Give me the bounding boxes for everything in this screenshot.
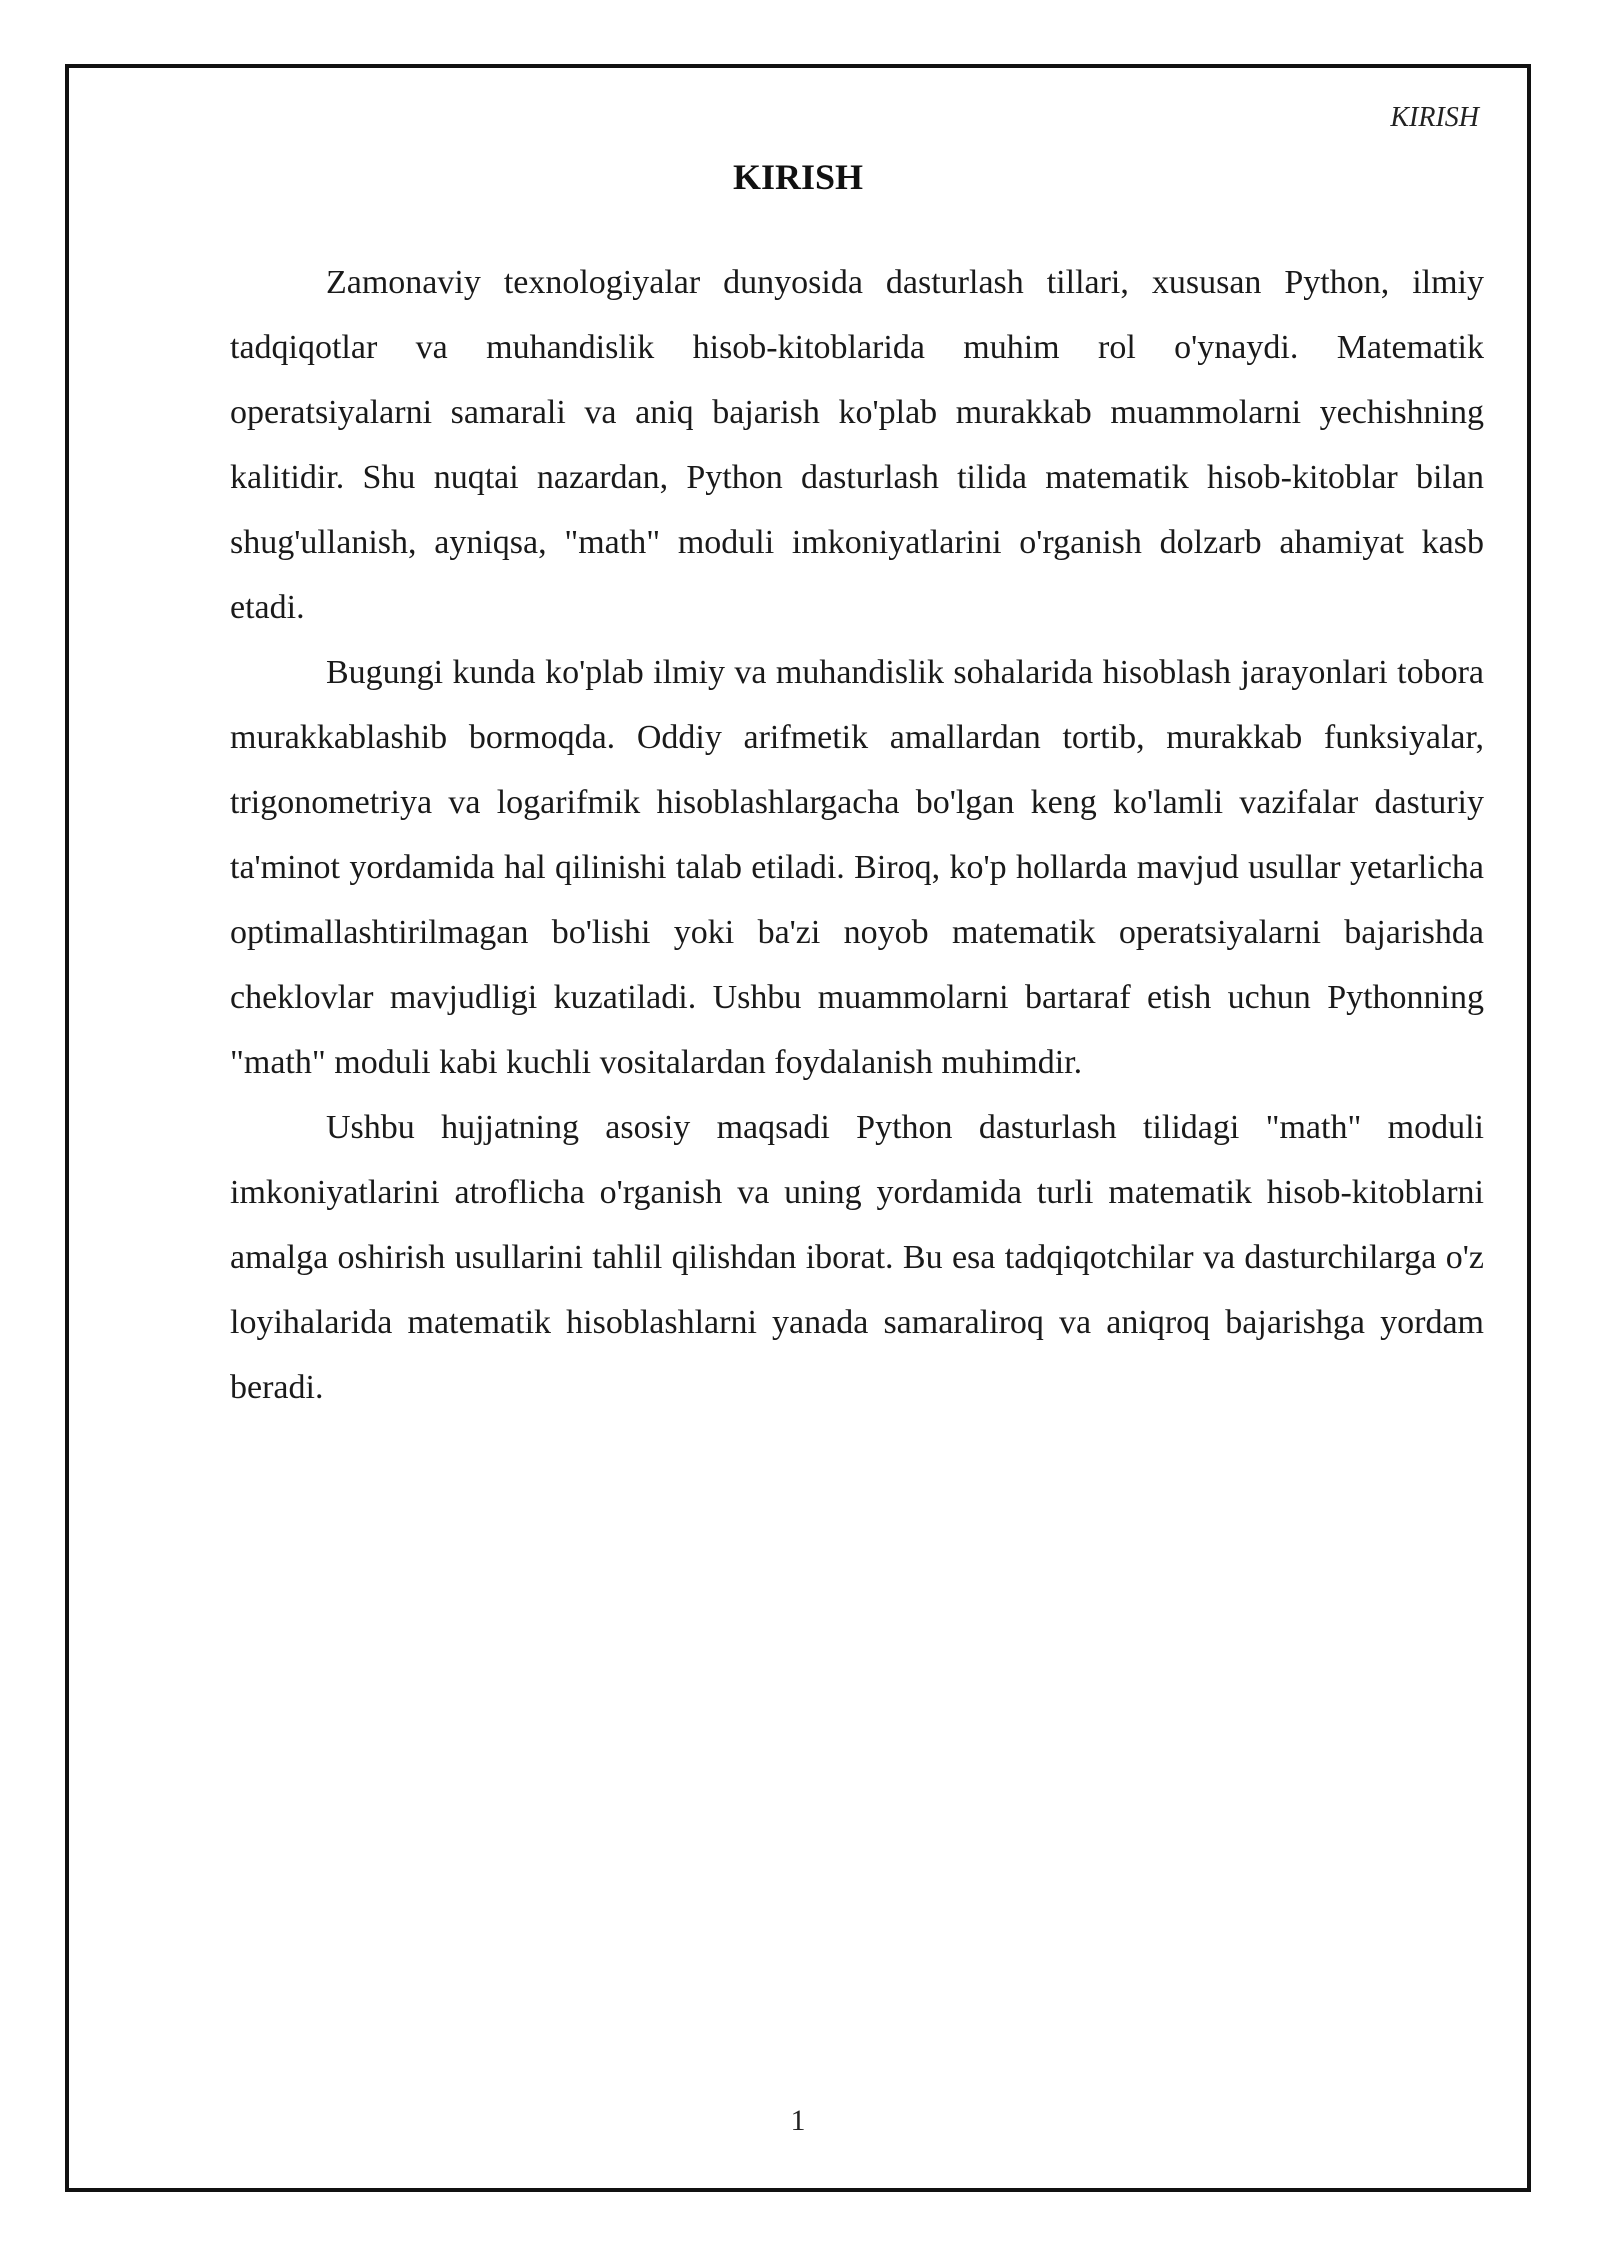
- page-number: 1: [790, 2104, 806, 2137]
- page-border: [65, 64, 1531, 2192]
- paragraph-3: Ushbu hujjatning asosiy maqsadi Python dasturlash tilidagi "math" moduli imkoniyatlarini atroflicha o'rganish va uning yordamida turli matematik hisob-kitoblarni amalga oshirish usullarini tahlil qilishdan iborat. Bu esa tadqiqotchilar va dasturchilarga o'z loyihalarida matematik hisoblashlarni yanada samaraliroq va aniqroq bajarishga yordam beradi.: [230, 1109, 1484, 1406]
- paragraph-1: Zamonaviy texnologiyalar dunyosida dasturlash tillari, xususan Python, ilmiy tadqiqotlar va muhandislik hisob-kitoblarida muhim rol o'ynaydi. Matematik operatsiyalarni samarali va aniq bajarish ko'plab murakkab muammolarni yechishning kalitidir. Shu nuqtai nazardan, Python dasturlash tilida matematik hisob-kitoblar bilan shug'ullanish, ayniqsa, "math" moduli imkoniyatlarini o'rganish dolzarb ahamiyat kasb etadi.: [230, 264, 1484, 626]
- page-title: KIRISH: [732, 157, 864, 197]
- body-text: [230, 250, 1484, 1420]
- running-header: KIRISH: [1390, 102, 1479, 133]
- paragraph-2: Bugungi kunda ko'plab ilmiy va muhandislik sohalarida hisoblash jarayonlari tobora murakkablashib bormoqda. Oddiy arifmetik amallardan tortib, murakkab funksiyalar, trigonometriya va logarifmik hisoblashlargacha bo'lgan keng ko'lamli vazifalar dasturiy ta'minot yordamida hal qilinishi talab etiladi. Biroq, ko'p hollarda mavjud usullar yetarlicha optimallashtirilmagan bo'lishi yoki ba'zi noyob matematik operatsiyalarni bajarishda cheklovlar mavjudligi kuzatiladi. Ushbu muammolarni bartaraf etish uchun Pythonning "math" moduli kabi kuchli vositalardan foydalanish muhimdir.: [230, 654, 1484, 1081]
